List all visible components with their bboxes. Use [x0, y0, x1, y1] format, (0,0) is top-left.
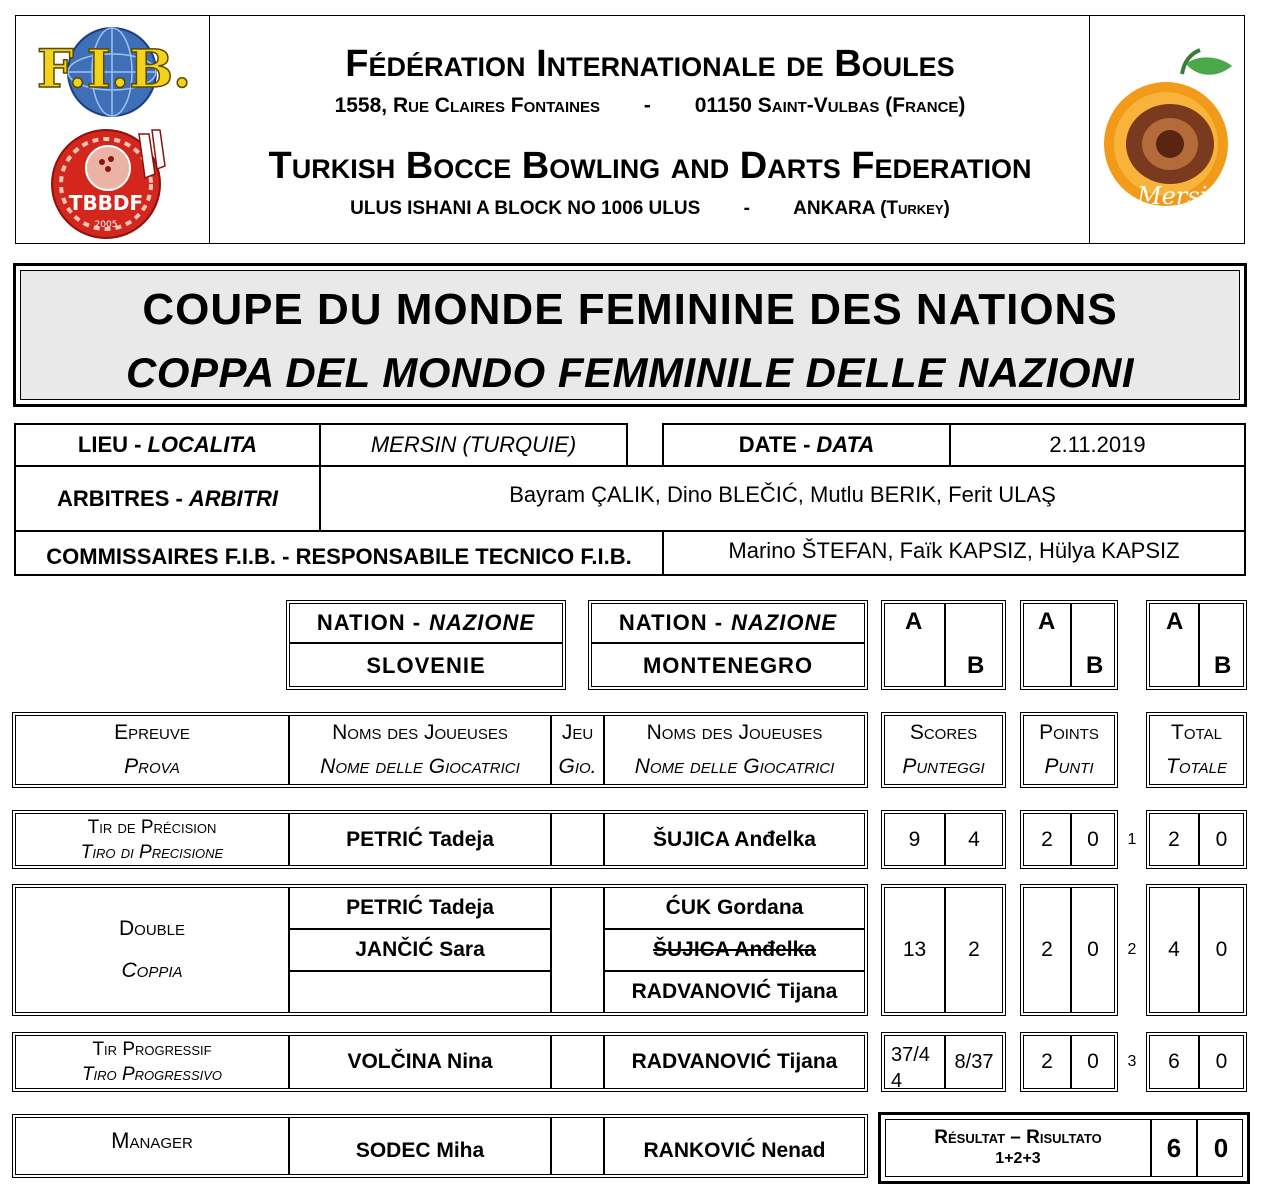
- arbitres-label: ARBITRES - ARBITRI: [14, 465, 321, 532]
- nation-b: MONTENEGRO: [642, 653, 814, 678]
- manager-row: [12, 1114, 868, 1178]
- event-label: Double Coppia: [118, 917, 186, 982]
- manager-b: RANKOVIĆ Nenad: [643, 1139, 826, 1162]
- event-label: Tir Progressif Tiro Progressivo: [81, 1039, 223, 1085]
- tbbdf-logo-year: 2005: [94, 220, 118, 230]
- result-box: [878, 1112, 1250, 1184]
- row-total: 4 0: [1146, 884, 1247, 1016]
- commissaires-label: COMMISSAIRES F.I.B. - RESPONSABILE TECNICO F.I.B.: [14, 530, 664, 576]
- table-row: [12, 884, 868, 1016]
- nation-a: SLOVENIE: [366, 653, 486, 678]
- date-value: 2.11.2019: [949, 423, 1246, 467]
- title-banner: [13, 263, 1247, 407]
- fib-address-street: 1558, Rue Claires Fontaines: [334, 94, 601, 117]
- table-row: [12, 1032, 868, 1092]
- tbbdf-logo: [44, 122, 184, 242]
- points-ab-header: A B: [1020, 600, 1118, 690]
- row-scores: 9 4: [881, 810, 1006, 869]
- player-b-struck: ŠUJICA Anđelka: [653, 938, 816, 961]
- lieu-label: LIEU - LOCALITA: [14, 423, 321, 467]
- row-points: 2 0: [1020, 884, 1118, 1016]
- title-french: COUPE DU MONDE FEMININE DES NATIONS: [142, 285, 1118, 334]
- fib-name: Fédération Internationale de Boules: [345, 43, 955, 85]
- letterhead: [15, 15, 1245, 244]
- player-a: PETRIĆ Tadeja: [346, 896, 494, 919]
- tbbdf-logo-text: TBBDF: [68, 191, 144, 215]
- fib-logo: [24, 22, 204, 122]
- commissaires-value: Marino ŠTEFAN, Faïk KAPSIZ, Hülya KAPSIZ: [662, 530, 1246, 576]
- event-label: Tir de Précision Tiro di Precisione: [80, 816, 224, 863]
- row-index: 3: [1127, 1053, 1137, 1070]
- nation-a-box: NATION - NAZIONE SLOVENIE: [286, 600, 566, 690]
- tbbdf-address: ULUS ISHANI A BLOCK NO 1006 ULUS - ANKARA (Turkey): [350, 198, 950, 219]
- row-total: 2 0: [1146, 810, 1247, 869]
- scores-ab-header: A B: [881, 600, 1006, 690]
- date-label: DATE - DATA: [662, 423, 951, 467]
- total-ab-header: A B: [1146, 600, 1247, 690]
- row-scores: 37/44 8/37: [881, 1032, 1006, 1092]
- manager-label: Manager: [111, 1128, 193, 1153]
- col-points: Points Punti: [1020, 712, 1118, 788]
- col-epreuve: Epreuve Prova: [114, 721, 190, 778]
- title-italian: COPPA DEL MONDO FEMMINILE DELLE NAZIONI: [125, 349, 1135, 396]
- col-jeu: Jeu Gio.: [558, 721, 597, 778]
- fib-address-city: 01150 Saint-Vulbas (France): [694, 94, 966, 117]
- table-row: [12, 810, 868, 869]
- player-b: RADVANOVIĆ Tijana: [631, 980, 838, 1003]
- tbbdf-address-street: ULUS ISHANI A BLOCK NO 1006 ULUS: [350, 198, 701, 219]
- player-a: VOLČINA Nina: [347, 1050, 493, 1073]
- player-b: ŠUJICA Anđelka: [653, 827, 816, 851]
- mersin-logo: [1098, 44, 1238, 219]
- fib-logo-text: F.I.B.: [36, 39, 192, 100]
- fib-address: 1558, Rue Claires Fontaines - 01150 Saint-Vulbas (France): [334, 94, 966, 117]
- row-points: 2 0: [1020, 810, 1118, 869]
- lieu-value: MERSIN (TURQUIE): [319, 423, 628, 467]
- row-scores: 13 2: [881, 884, 1006, 1016]
- player-a: PETRIĆ Tadeja: [346, 827, 494, 851]
- col-scores: Scores Punteggi: [881, 712, 1006, 788]
- tbbdf-address-city: ANKARA (Turkey): [793, 198, 950, 219]
- column-header-row: [12, 712, 868, 788]
- result-score-a: 6: [1166, 1132, 1182, 1163]
- row-index: 1: [1127, 830, 1137, 848]
- arbitres-value: Bayram ÇALIK, Dino BLEČIĆ, Mutlu BERIK, Ferit ULAŞ: [319, 465, 1246, 532]
- mersin-logo-text: Mersin: [1137, 182, 1223, 210]
- result-score-b: 0: [1213, 1132, 1229, 1163]
- col-noms-b: Noms des Joueuses Nome delle Giocatrici: [634, 721, 835, 778]
- row-points: 2 0: [1020, 1032, 1118, 1092]
- row-index: 2: [1127, 941, 1137, 958]
- col-noms-a: Noms des Joueuses Nome delle Giocatrici: [320, 721, 520, 778]
- col-total: Total Totale: [1146, 712, 1247, 788]
- player-b: ĆUK Gordana: [665, 896, 804, 919]
- player-b: RADVANOVIĆ Tijana: [631, 1050, 838, 1073]
- manager-a: SODEC Miha: [355, 1139, 485, 1162]
- nation-b-box: NATION - NAZIONE MONTENEGRO: [588, 600, 868, 690]
- row-total: 6 0: [1146, 1032, 1247, 1092]
- result-label: Résultat – Risultato 1+2+3: [934, 1127, 1102, 1167]
- tbbdf-name: Turkish Bocce Bowling and Darts Federation: [268, 145, 1032, 187]
- player-a: JANČIĆ Sara: [355, 938, 485, 961]
